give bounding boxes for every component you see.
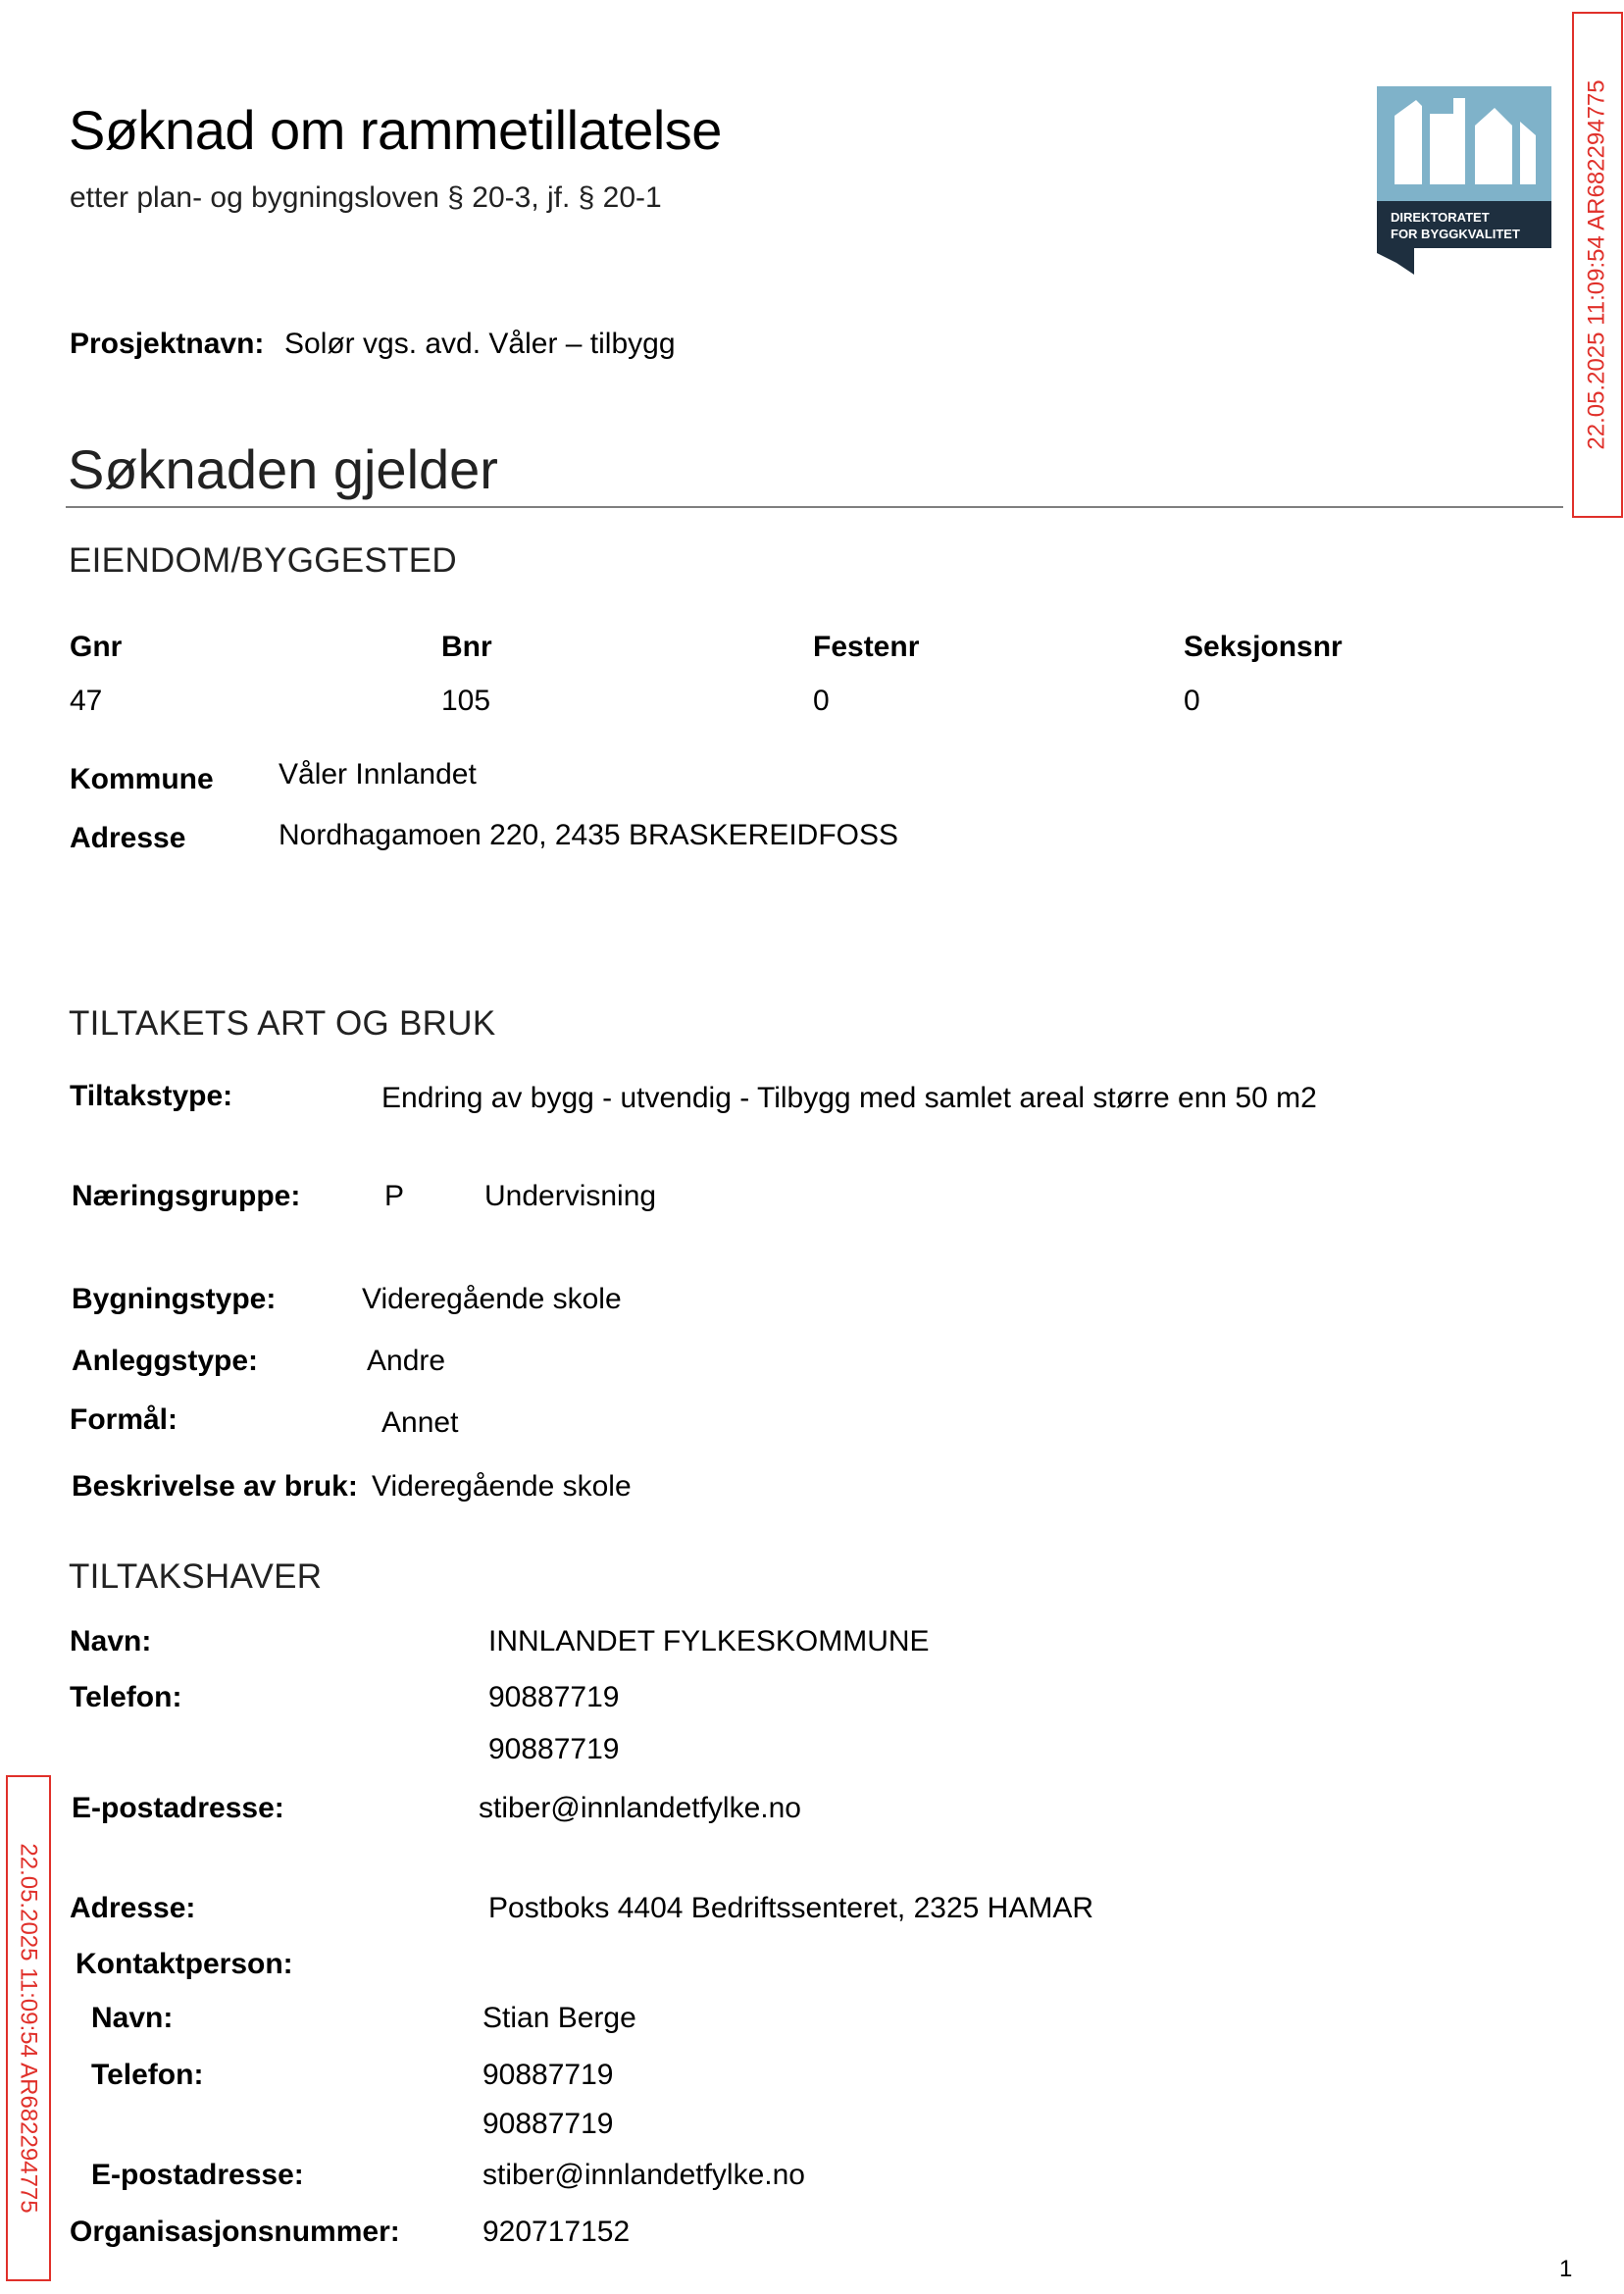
kommune-label: Kommune	[70, 763, 214, 795]
th-adresse-label: Adresse:	[70, 1892, 196, 1924]
organisasjonsnummer-value: 920717152	[482, 2216, 631, 2248]
kp-navn-label: Navn:	[91, 2002, 174, 2034]
kp-telefon-label: Telefon:	[91, 2059, 204, 2091]
col-festenr-label: Festenr	[813, 631, 920, 663]
logo-line1: DIREKTORATET	[1391, 210, 1490, 225]
naeringsgruppe-label: Næringsgruppe:	[72, 1180, 301, 1212]
th-navn-label: Navn:	[70, 1625, 152, 1657]
col-gnr-label: Gnr	[70, 631, 123, 663]
logo-line2: FOR BYGGKVALITET	[1391, 227, 1520, 241]
section-divider	[66, 506, 1563, 508]
gnr-value: 47	[70, 685, 103, 717]
th-telefon-label: Telefon:	[70, 1681, 182, 1713]
adresse-label: Adresse	[70, 822, 186, 854]
th-telefon-value-2: 90887719	[488, 1733, 620, 1765]
dibk-logo	[1377, 86, 1551, 277]
stamp-text-left: 22.05.2025 11:09:54 AR682294775	[16, 1843, 42, 2214]
kp-telefon-value-1: 90887719	[482, 2059, 614, 2091]
tiltakstype-label: Tiltakstype:	[70, 1080, 233, 1112]
kommune-value: Våler Innlandet	[279, 758, 477, 790]
th-navn-value: INNLANDET FYLKESKOMMUNE	[488, 1625, 930, 1657]
kp-epost-label: E-postadresse:	[91, 2159, 304, 2191]
th-epost-value: stiber@innlandetfylke.no	[479, 1792, 801, 1824]
kontaktperson-label: Kontaktperson:	[76, 1948, 293, 1980]
timestamp-stamp-left	[6, 1775, 51, 2281]
eiendom-heading: EIENDOM/BYGGESTED	[69, 541, 457, 580]
project-label: Prosjektnavn:	[70, 328, 265, 360]
beskrivelse-value: Videregående skole	[372, 1470, 632, 1503]
stamp-text-top: 22.05.2025 11:09:54 AR682294775	[1584, 79, 1610, 450]
anleggstype-label: Anleggstype:	[72, 1345, 259, 1377]
col-seksjonsnr-label: Seksjonsnr	[1184, 631, 1343, 663]
bygningstype-label: Bygningstype:	[72, 1283, 277, 1315]
page-number: 1	[1559, 2256, 1573, 2282]
kp-epost-value: stiber@innlandetfylke.no	[482, 2159, 805, 2191]
tiltak-heading: TILTAKETS ART OG BRUK	[69, 1004, 496, 1043]
kp-navn-value: Stian Berge	[482, 2002, 636, 2034]
logo-flag	[1377, 248, 1414, 275]
naeringsgruppe-code: P	[384, 1180, 405, 1212]
tiltakstype-value: Endring av bygg - utvendig - Tilbygg med samlet areal større enn 50 m2	[381, 1082, 1317, 1114]
project-value: Solør vgs. avd. Våler – tilbygg	[284, 328, 676, 360]
beskrivelse-label: Beskrivelse av bruk:	[72, 1470, 358, 1503]
seksjonsnr-value: 0	[1184, 685, 1200, 717]
document-title: Søknad om rammetillatelse	[69, 99, 722, 161]
anleggstype-value: Andre	[367, 1345, 446, 1377]
th-adresse-value: Postboks 4404 Bedriftssenteret, 2325 HAMAR	[488, 1892, 1093, 1924]
th-telefon-value-1: 90887719	[488, 1681, 620, 1713]
naeringsgruppe-value: Undervisning	[484, 1180, 657, 1212]
kp-telefon-value-2: 90887719	[482, 2108, 614, 2140]
festenr-value: 0	[813, 685, 830, 717]
bnr-value: 105	[441, 685, 491, 717]
timestamp-stamp-top	[1572, 12, 1623, 518]
formal-label: Formål:	[70, 1403, 178, 1436]
formal-value: Annet	[381, 1406, 459, 1439]
organisasjonsnummer-label: Organisasjonsnummer:	[70, 2216, 400, 2248]
tiltakshaver-heading: TILTAKSHAVER	[69, 1557, 323, 1596]
th-epost-label: E-postadresse:	[72, 1792, 284, 1824]
adresse-value: Nordhagamoen 220, 2435 BRASKEREIDFOSS	[279, 819, 899, 851]
document-subtitle: etter plan- og bygningsloven § 20-3, jf. § 20-1	[70, 181, 662, 214]
col-bnr-label: Bnr	[441, 631, 492, 663]
bygningstype-value: Videregående skole	[362, 1283, 622, 1315]
section-heading: Søknaden gjelder	[68, 438, 498, 500]
